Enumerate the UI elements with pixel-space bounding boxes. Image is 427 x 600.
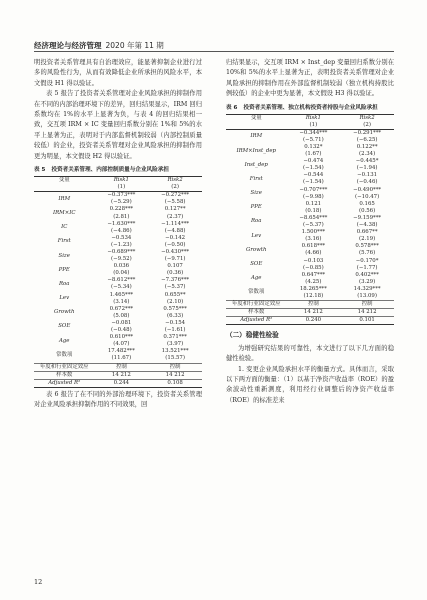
row-label: First [57, 238, 71, 245]
coef-cell: −7.376*** [161, 277, 190, 284]
row-label: 常数项 [56, 351, 73, 358]
tstat-cell: (13.09) [357, 292, 377, 299]
tstat-cell: (−5.58) [164, 199, 186, 206]
coef-cell: 13.521*** [161, 348, 189, 355]
row-label: IRM [226, 129, 286, 144]
coef-cell: −8.612*** [107, 277, 136, 284]
tstat-cell: (−4.88) [164, 227, 186, 234]
row-label: PPE [58, 266, 70, 273]
table-row [226, 215, 394, 222]
tstat-cell: (2.34) [359, 151, 376, 158]
coef-cell: 0.132* [304, 144, 323, 150]
coef-cell: 0.667** [356, 229, 378, 236]
tstat-cell: (12.18) [303, 292, 324, 299]
coef-cell: −0.344*** [286, 129, 340, 137]
coef-cell: −1.630*** [107, 220, 136, 227]
coef-cell: −0.430*** [161, 249, 190, 255]
table-number: 表 6 [226, 104, 238, 111]
tstat-cell: (−6.25) [356, 136, 378, 143]
journal-name: 经济理论与经济管理 [34, 41, 102, 50]
table-header: 变量 [226, 114, 286, 122]
header-rule [34, 51, 394, 52]
table-row [34, 292, 202, 299]
coef-cell: 0.618*** [301, 243, 326, 250]
table-title: 投资者关系管理、内部控制质量与企业风险承担 [51, 167, 169, 174]
issue-label: 2020 年第 11 期 [105, 41, 164, 50]
table-header: Risk2 [148, 177, 202, 185]
table-6-caption [226, 104, 394, 112]
tstat-cell: (2.10) [167, 298, 184, 305]
coef-cell: −0.170* [355, 257, 379, 264]
row-label: Inst_dep [244, 161, 268, 168]
tstat-cell: (−4.86) [110, 227, 132, 234]
row-label: SOE [58, 323, 71, 330]
coef-cell: 0.036 [113, 263, 130, 270]
table-row [226, 129, 394, 137]
table-title: 投资者关系管理、独立机构投资者持股与企业风险承担 [243, 104, 378, 111]
row-label: Lev [251, 232, 262, 239]
tstat-cell: (−5.71) [302, 136, 324, 143]
page-number: 12 [34, 578, 43, 586]
coef-cell: −0.131 [357, 172, 378, 179]
tstat-cell: (1.67) [305, 151, 322, 158]
paragraph: 归结果显示，交互项 IRM × Inst_dep 变量回归系数分别在 10%和 5%的水平上显著为正，表明投资者关系管理对企业风险承担的抑制作用在外部监督机制较弱（独立机构持股比例较低）的企业中更为显著，本文假设 H3 得以验证。 [226, 59, 394, 98]
coef-cell: −8.654*** [299, 214, 328, 221]
coef-cell: 0.647*** [301, 271, 326, 278]
table-row [226, 187, 394, 194]
coef-cell: −0.103 [303, 257, 324, 264]
coef-cell: −0.272*** [148, 192, 202, 200]
tstat-cell: (−4.38) [356, 222, 378, 229]
table-row [226, 201, 394, 208]
table-cell: 0.240 [286, 317, 340, 325]
tstat-cell: (11.67) [111, 355, 132, 362]
tstat-cell: (3.14) [113, 298, 130, 305]
table-cell: (1) [117, 184, 126, 191]
coef-cell: −0.291*** [340, 129, 394, 137]
tstat-cell: (0.04) [113, 270, 130, 277]
tstat-cell: (3.16) [305, 236, 322, 243]
paragraph: 1. 变更企业风险承担水平的衡量方式。具体而言，采取以下两方面的衡量：（1）以基于净资产收益率（ROE）的盈余波动性重新测度，利用经行业调整后的净资产收益率（ROE）的标准差来 [226, 365, 394, 404]
tstat-cell: (4.07) [113, 341, 130, 348]
tstat-cell: (−1.94) [356, 165, 378, 172]
coef-cell: −0.081 [111, 319, 132, 326]
table-cell: 14 212 [340, 309, 394, 317]
paragraph: 明投资者关系管理具有自治理效应，能显著抑制企业进行过多的风险性行为，从而有效降低企业所承担的风险水平，本文假设 H1 得以验证。 [34, 59, 202, 87]
table-cell: 控制 [94, 363, 148, 371]
tstat-cell: (2.37) [167, 213, 184, 220]
row-label: IRM×Inst_dep [236, 147, 276, 154]
row-label: SOE [250, 261, 263, 268]
table-cell: 控制 [286, 301, 340, 309]
coef-cell: −0.154 [165, 319, 186, 326]
table-row [226, 272, 394, 279]
tstat-cell: (0.56) [359, 207, 376, 214]
tstat-cell: (−9.71) [164, 256, 186, 263]
table-cell: 控制 [340, 301, 394, 309]
row-label: IRM×IC [52, 209, 76, 216]
tstat-cell: (−9.52) [110, 256, 132, 263]
coef-cell: −9.159*** [353, 214, 382, 221]
coef-cell: 0.122** [356, 144, 378, 150]
table-number: 表 5 [34, 167, 46, 174]
coef-cell: 0.107 [167, 263, 183, 270]
coef-cell: 0.228*** [109, 206, 134, 213]
tstat-cell: (−10.47) [355, 193, 380, 200]
row-label: First [249, 175, 263, 182]
tstat-cell: (6.33) [167, 312, 184, 319]
table-cell: 样本数 [34, 371, 94, 379]
tstat-cell: (−1.23) [110, 241, 132, 248]
tstat-cell: (−0.85) [302, 264, 324, 271]
tstat-cell: (15.57) [165, 355, 185, 362]
row-label: Age [58, 337, 70, 344]
coef-cell: 17.482*** [107, 348, 135, 355]
row-label: IRM [34, 192, 94, 207]
table-cell: Adjusted R² [34, 379, 94, 387]
table-row [34, 320, 202, 327]
tstat-cell: (2.19) [359, 236, 376, 243]
tstat-cell: (−1.61) [164, 327, 186, 334]
coef-cell: −0.490*** [353, 186, 382, 193]
row-label: Roa [58, 280, 70, 287]
running-header [34, 40, 394, 51]
tstat-cell: (4.66) [305, 250, 322, 257]
coef-cell: 0.121 [305, 200, 322, 207]
coef-cell: −0.689*** [107, 249, 136, 255]
coef-cell: −0.474 [303, 158, 324, 165]
coef-cell: −0.445* [355, 158, 379, 165]
tstat-cell: (−0.50) [164, 241, 186, 248]
table-row [34, 221, 202, 228]
coef-cell: 0.610*** [109, 334, 134, 341]
row-label: Size [250, 190, 262, 197]
tstat-cell: (−5.29) [110, 199, 132, 206]
tstat-cell: (−5.37) [302, 222, 324, 229]
table-cell: 0.108 [148, 379, 202, 387]
row-label: Growth [246, 246, 267, 253]
tstat-cell: (−0.48) [110, 327, 132, 334]
tstat-cell: (−9.98) [302, 193, 324, 200]
row-label: 常数项 [248, 289, 265, 296]
row-label: Age [250, 275, 262, 282]
tstat-cell: (5.76) [359, 250, 376, 257]
table-row [226, 286, 394, 293]
table-6-body [226, 129, 394, 300]
coef-cell: 1.465*** [109, 291, 134, 298]
table-6 [226, 114, 394, 326]
table-5-body [34, 192, 202, 363]
table-cell [226, 122, 286, 130]
paragraph: 为增强研究结果的可靠性，本文进行了以下几方面的稳健性检验。 [226, 344, 394, 363]
tstat-cell: (−1.54) [302, 165, 324, 172]
coef-cell: 1.500*** [301, 229, 326, 236]
table-5-caption [34, 166, 202, 174]
tstat-cell: (3.29) [359, 278, 376, 285]
coef-cell: −0.534 [111, 234, 132, 241]
coef-cell: 0.371*** [163, 334, 187, 341]
table-header: Risk1 [94, 177, 148, 185]
table-header: Risk2 [340, 114, 394, 122]
tstat-cell: (−1.54) [302, 179, 324, 186]
coef-cell: 0.127** [164, 206, 186, 213]
table-cell: 控制 [148, 363, 202, 371]
coef-cell: −0.544 [303, 172, 324, 179]
coef-cell: 0.575*** [163, 305, 187, 312]
coef-cell: 14.329*** [353, 285, 381, 292]
tstat-cell: (−5.34) [110, 284, 132, 291]
tstat-cell: (4.25) [305, 278, 322, 285]
coef-cell: 0.402*** [355, 271, 379, 278]
coef-cell: 0.672*** [109, 305, 134, 312]
row-label: IC [61, 224, 68, 231]
coef-cell: −0.142 [165, 234, 186, 241]
tstat-cell: (−1.77) [356, 264, 378, 271]
table-header: Risk1 [286, 114, 340, 122]
right-column [226, 58, 394, 406]
table-cell: (2) [171, 184, 179, 191]
table-5 [34, 176, 202, 388]
coef-cell: 18.265*** [299, 285, 327, 292]
row-label: Growth [54, 309, 75, 316]
table-cell: 14 212 [148, 371, 202, 379]
table-cell [34, 184, 94, 192]
section-heading: （二）稳健性检验 [226, 331, 279, 340]
coef-cell: −0.707*** [299, 186, 328, 193]
table-cell: (1) [309, 121, 318, 128]
table-cell: 样本数 [226, 309, 286, 317]
tstat-cell: (3.97) [167, 341, 184, 348]
coef-cell: 0.165 [359, 200, 375, 207]
row-label: Lev [59, 295, 70, 302]
tstat-cell: (0.18) [305, 207, 322, 214]
table-row [34, 235, 202, 242]
table-cell: 年度和行业固定效应 [34, 363, 94, 371]
tstat-cell: (−0.46) [356, 179, 378, 186]
tstat-cell: (0.36) [167, 270, 184, 277]
coef-cell: −1.114*** [161, 220, 190, 227]
coef-cell: −0.373*** [94, 192, 148, 200]
table-cell: 0.101 [340, 317, 394, 325]
tstat-cell: (5.08) [113, 312, 130, 319]
table-row [34, 306, 202, 313]
table-cell: (2) [363, 121, 371, 128]
coef-cell: 0.578*** [355, 243, 379, 250]
table-cell: 年度和行业固定效应 [226, 301, 286, 309]
table-cell: Adjusted R² [226, 317, 286, 325]
coef-cell: 0.655** [164, 291, 186, 298]
paragraph: 表 6 报告了在不同的外部治理环境下，投资者关系管理对企业风险承担抑制作用的不同效果，回 [34, 390, 202, 409]
table-cell: 14 212 [94, 371, 148, 379]
row-label: PPE [250, 204, 262, 211]
left-column [34, 58, 202, 411]
table-header: 变量 [34, 177, 94, 185]
table-cell: 0.244 [94, 379, 148, 387]
tstat-cell: (2.81) [113, 213, 130, 220]
tstat-cell: (−5.37) [164, 284, 186, 291]
row-label: Roa [250, 218, 262, 225]
row-label: Size [58, 252, 70, 259]
table-row [226, 258, 394, 265]
table-cell: 14 212 [286, 309, 340, 317]
paragraph: 表 5 报告了投资者关系管理对企业风险承担的抑制作用在不同的内部治理环境下的差异，回归结果显示，IRM 回归系数均在 1%的水平上显著为负，与表 4 的回归结果相一致，交互项 IRM × IC 变量回归系数分别在 1%和 5%的水平上显著为正，表明对于内部监督机制较弱（内部控制质量较低）的企业，投资者关系管理对企业风险承担的抑制作用更为明显，本文假设 H2 得以验证。 [34, 90, 202, 160]
table-row [34, 206, 202, 213]
